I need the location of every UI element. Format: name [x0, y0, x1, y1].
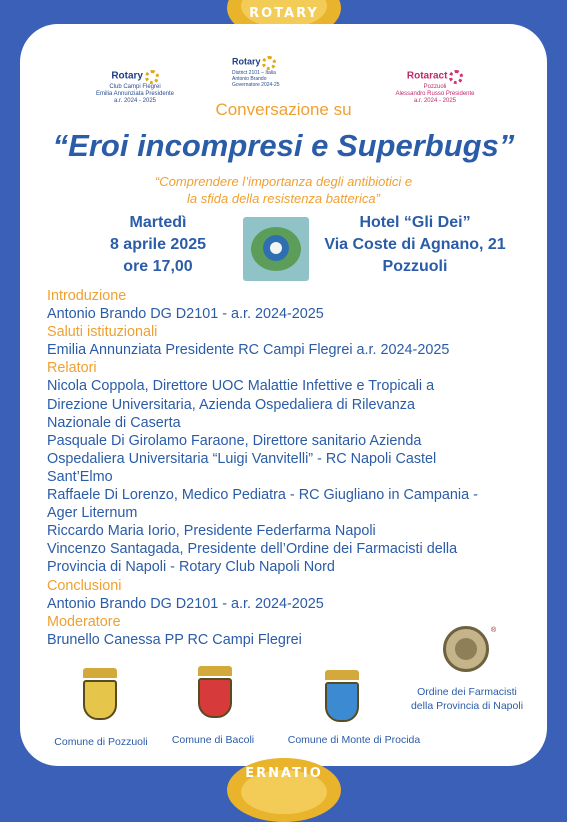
event-when [88, 212, 228, 278]
event-title: “Eroi incompresi e Superbugs” [52, 128, 515, 163]
program-item: Sant’Elmo [47, 468, 113, 485]
event-where [310, 212, 520, 278]
rotary-wheel-top-label: ROTARY [249, 6, 319, 21]
program-item: Antonio Brando DG D2101 - a.r. 2024-2025 [47, 595, 324, 612]
program-item: Emilia Annunziata Presidente RC Campi Flegrei a.r. 2024-2025 [47, 342, 450, 359]
program-item: Direzione Universitaria, Azienda Ospedaliera di Rilevanza [47, 396, 415, 413]
caption-pozzuoli: Comune di Pozzuoli [54, 736, 148, 748]
caption-monte-di-procida: Comune di Monte di Procida [287, 734, 421, 746]
bacoli-emblem-icon [193, 666, 237, 718]
procida-shield [325, 682, 359, 722]
program-item: Antonio Brando DG D2101 - a.r. 2024-2025 [47, 306, 324, 323]
pozzuoli-emblem-icon [80, 668, 120, 720]
rotary-wheel-bottom-label: ERNATIO [245, 766, 323, 781]
rotary-club-brand: Rotary [111, 70, 143, 82]
pill-highlight [270, 242, 282, 254]
event-subtitle [0, 173, 567, 207]
program-item: Provincia di Napoli - Rotary Club Napoli Nord [47, 559, 335, 576]
rotary-club-line2: Emilia Annunziata Presidente [95, 91, 175, 97]
rotaract-line3: a.r. 2024 - 2025 [413, 98, 457, 104]
district-line1: District 2101 – Italia [232, 70, 276, 76]
caption-ordine-line1: Ordine dei Farmacisti [417, 686, 517, 698]
program-item: Brunello Canessa PP RC Campi Flegrei [47, 631, 302, 648]
event-address: Via Coste di Agnano, 21 [324, 236, 506, 253]
procida-crown [325, 670, 359, 680]
program-heading: Introduzione [47, 288, 127, 304]
event-subtitle-line1: “Comprendere l’importanza degli antibiotici e [154, 174, 413, 189]
ordine-seal-center [455, 638, 477, 660]
program-item: Vincenzo Santagada, Presidente dell’Ordine dei Farmacisti della [47, 541, 458, 558]
program-item: Nicola Coppola, Direttore UOC Malattie Infettive e Tropicali a [47, 378, 435, 395]
district-brand: Rotary [232, 56, 261, 67]
program-item: Pasquale Di Girolamo Faraone, Direttore sanitario Azienda [47, 432, 422, 449]
bacoli-shield [198, 678, 232, 718]
rotary-wheel-bottom [227, 758, 341, 822]
event-venue: Hotel “Gli Dei” [359, 214, 471, 231]
rotaract-brand: Rotaract [406, 70, 448, 82]
rotary-club-line1: Club Campi Flegrei [109, 84, 161, 90]
event-kicker: Conversazione su [215, 100, 352, 119]
program-item: Raffaele Di Lorenzo, Medico Pediatra - RC Giugliano in Campania - [47, 487, 478, 504]
program-heading: Conclusioni [47, 577, 122, 594]
district-line2: Antonio Brando [232, 76, 267, 82]
ordine-seal-icon [443, 626, 489, 672]
program-item: Ospedaliera Universitaria “Luigi Vanvitelli” - RC Napoli Castel [47, 450, 437, 467]
program-heading: Moderatore [47, 613, 121, 630]
registered-mark: ® [491, 627, 497, 634]
program-item: Riccardo Maria Iorio, Presidente Federfarma Napoli [47, 523, 376, 540]
rotary-club-line3: a.r. 2024 - 2025 [113, 98, 157, 104]
event-day: Martedì [129, 214, 187, 231]
rotary-wheel-icon [145, 70, 159, 84]
event-time: ore 17,00 [123, 258, 193, 275]
program-item: Nazionale di Caserta [47, 414, 181, 431]
district-line3: Governatore 2024-25 [232, 82, 280, 88]
rotaract-line2: Alessandro Russo Presidente [395, 91, 475, 97]
caption-bacoli: Comune di Bacoli [171, 734, 255, 746]
rotaract-wheel-icon [449, 70, 463, 84]
event-subtitle-line2: la sfida della resistenza batterica” [187, 191, 380, 206]
program-item: Ager Liternum [47, 505, 138, 522]
pozzuoli-shield [83, 680, 117, 720]
district-logo [232, 56, 332, 96]
event-date: 8 aprile 2025 [109, 236, 207, 253]
caption-ordine-line2: della Provincia di Napoli [410, 700, 524, 712]
district-wheel-icon [262, 56, 276, 70]
caption-ordine-farmacisti [392, 685, 542, 713]
program-list [47, 287, 547, 649]
event-city: Pozzuoli [382, 258, 448, 275]
pozzuoli-crown [83, 668, 117, 678]
rotaract-line1: Pozzuoli [423, 84, 447, 90]
bacoli-crown [198, 666, 232, 676]
program-heading: Relatori [47, 360, 97, 377]
procida-emblem-icon [322, 670, 362, 722]
program-heading: Saluti istituzionali [47, 324, 158, 341]
bacteria-illustration [243, 217, 309, 281]
